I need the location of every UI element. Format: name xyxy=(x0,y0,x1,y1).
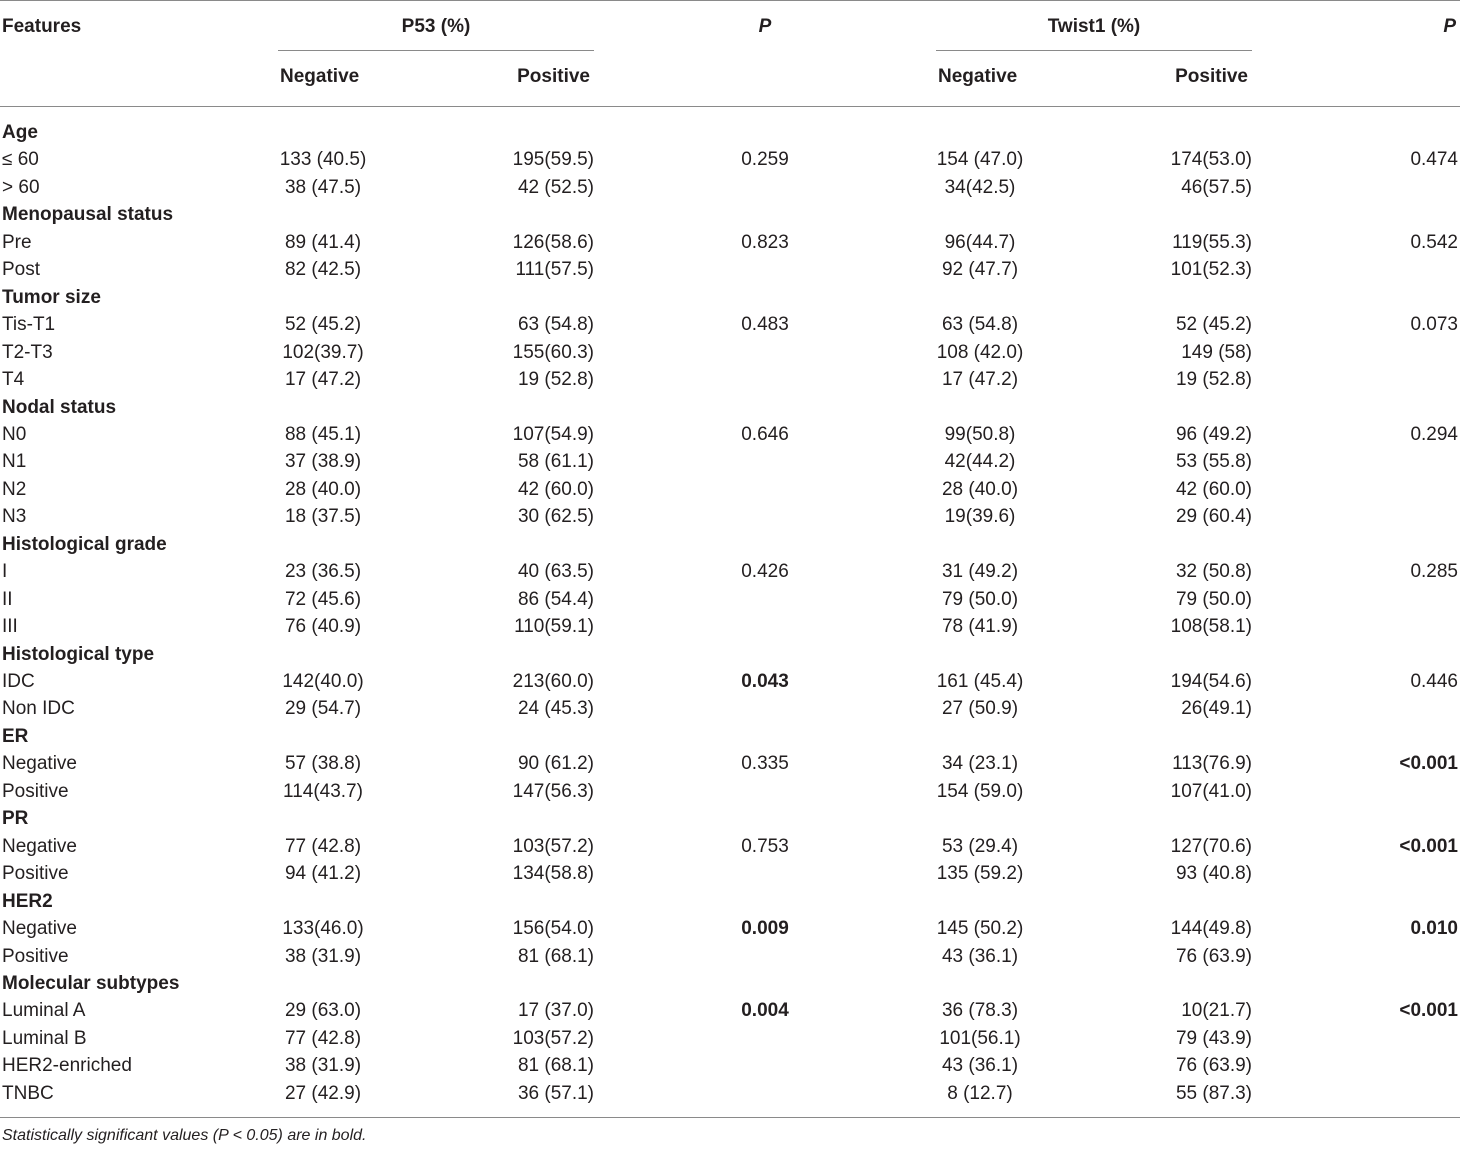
cell-p53-negative: 28 (40.0) xyxy=(284,478,362,500)
cell-p53-positive: 195(59.5) xyxy=(512,149,594,171)
cell-p53-negative: 38 (31.9) xyxy=(284,1055,362,1077)
cell-p-value-2: 0.542 xyxy=(1410,231,1458,253)
cell-p-value-2: <0.001 xyxy=(1399,1000,1458,1022)
cell-twist1-positive: 107(41.0) xyxy=(1170,780,1252,802)
cell-p-value-1: 0.426 xyxy=(741,561,789,583)
cell-twist1-negative: 99(50.8) xyxy=(944,423,1016,445)
row-label: Pre xyxy=(2,231,32,253)
cell-twist1-positive: 19 (52.8) xyxy=(1175,369,1252,390)
cell-p-value-2: 0.285 xyxy=(1410,561,1458,583)
cell-twist1-positive: 96 (49.2) xyxy=(1175,423,1252,445)
row-label: T2-T3 xyxy=(2,341,53,363)
row-label: Post xyxy=(2,259,41,281)
cell-p53-negative: 82 (42.5) xyxy=(284,259,362,281)
cell-p53-negative: 29 (63.0) xyxy=(284,1000,362,1022)
cell-p-value-1: 0.009 xyxy=(741,918,789,939)
row-label: > 60 xyxy=(2,176,40,198)
row-label: N2 xyxy=(2,478,27,500)
cell-twist1-positive: 79 (50.0) xyxy=(1175,588,1252,610)
cell-p-value-1: 0.646 xyxy=(741,423,789,445)
row-label: IDC xyxy=(2,671,35,692)
cell-twist1-negative: 8 (12.7) xyxy=(947,1082,1013,1104)
group-label: Nodal status xyxy=(2,396,117,418)
cell-p53-positive: 110(59.1) xyxy=(514,616,594,638)
cell-p53-negative: 94 (41.2) xyxy=(284,863,362,885)
cell-twist1-negative: 63 (54.8) xyxy=(941,314,1019,336)
header-twist1: Twist1 (%) xyxy=(1047,16,1141,37)
cell-p53-negative: 29 (54.7) xyxy=(284,698,362,720)
cell-p53-negative: 88 (45.1) xyxy=(284,423,362,445)
cell-p-value-1: 0.004 xyxy=(741,1000,789,1022)
header-twist1-negative: Negative xyxy=(938,66,1018,87)
header-twist1-positive: Positive xyxy=(1175,66,1248,87)
header-rule xyxy=(0,106,1460,107)
row-label: N3 xyxy=(2,506,27,528)
cell-twist1-negative: 42(44.2) xyxy=(944,451,1016,473)
row-label: Non IDC xyxy=(2,698,75,720)
cell-p53-positive: 156(54.0) xyxy=(512,918,594,939)
cell-p53-negative: 77 (42.8) xyxy=(284,835,362,857)
cell-twist1-positive: 93 (40.8) xyxy=(1175,863,1252,885)
cell-twist1-positive: 119(55.3) xyxy=(1172,231,1252,253)
row-label: Negative xyxy=(2,753,77,775)
row-label: Negative xyxy=(2,918,77,939)
cell-p-value-1: 0.823 xyxy=(741,231,789,253)
cell-p53-positive: 40 (63.5) xyxy=(517,561,594,583)
cell-p-value-2: 0.010 xyxy=(1410,918,1458,939)
cell-twist1-negative: 53 (29.4) xyxy=(941,835,1019,857)
cell-p53-positive: 81 (68.1) xyxy=(517,1055,594,1077)
cell-twist1-negative: 17 (47.2) xyxy=(941,369,1019,390)
row-label: N0 xyxy=(2,423,27,445)
cell-p-value-2: 0.294 xyxy=(1410,423,1458,445)
cell-twist1-positive: 29 (60.4) xyxy=(1175,506,1252,528)
cell-p53-positive: 63 (54.8) xyxy=(517,314,594,336)
cell-p53-positive: 155(60.3) xyxy=(512,341,594,363)
cell-p53-negative: 133 (40.5) xyxy=(279,149,367,171)
cell-twist1-negative: 101(56.1) xyxy=(939,1027,1021,1049)
cell-twist1-negative: 79 (50.0) xyxy=(941,588,1019,610)
cell-p-value-2: 0.446 xyxy=(1410,671,1458,692)
cell-p-value-1: 0.483 xyxy=(741,314,789,336)
cell-p53-negative: 18 (37.5) xyxy=(284,506,362,528)
group-label: ER xyxy=(2,725,29,747)
group-label: Histological grade xyxy=(2,533,167,555)
row-label: Positive xyxy=(2,863,69,885)
cell-p53-negative: 52 (45.2) xyxy=(284,314,362,336)
cell-p53-positive: 58 (61.1) xyxy=(517,451,594,473)
top-rule xyxy=(0,0,1460,1)
cell-twist1-positive: 10(21.7) xyxy=(1181,1000,1252,1022)
cell-p-value-2: <0.001 xyxy=(1399,835,1458,857)
header-features: Features xyxy=(2,16,82,37)
cell-twist1-negative: 31 (49.2) xyxy=(941,561,1019,583)
cell-p53-negative: 37 (38.9) xyxy=(284,451,362,473)
cell-twist1-negative: 161 (45.4) xyxy=(936,671,1024,692)
cell-p53-positive: 126(58.6) xyxy=(512,231,594,253)
cell-twist1-positive: 32 (50.8) xyxy=(1175,561,1252,583)
cell-p53-negative: 23 (36.5) xyxy=(284,561,362,583)
cell-p53-positive: 103(57.2) xyxy=(512,835,594,857)
row-label: N1 xyxy=(2,451,27,473)
cell-p53-negative: 114(43.7) xyxy=(283,780,363,802)
cell-twist1-negative: 34 (23.1) xyxy=(941,753,1019,775)
cell-p53-negative: 72 (45.6) xyxy=(284,588,362,610)
header-p-value-1: P xyxy=(758,16,772,37)
group-label: Menopausal status xyxy=(2,204,174,226)
cell-p53-positive: 81 (68.1) xyxy=(517,945,594,967)
cell-p53-negative: 77 (42.8) xyxy=(284,1027,362,1049)
cell-twist1-positive: 101(52.3) xyxy=(1170,259,1252,281)
cell-p-value-2: 0.474 xyxy=(1410,149,1458,171)
cell-twist1-positive: 76 (63.9) xyxy=(1175,945,1252,967)
cell-twist1-negative: 92 (47.7) xyxy=(941,259,1019,281)
cell-twist1-positive: 42 (60.0) xyxy=(1175,478,1252,500)
cell-p53-positive: 17 (37.0) xyxy=(517,1000,594,1022)
twist1-underline xyxy=(936,50,1252,51)
row-label: Negative xyxy=(2,835,77,857)
cell-p53-positive: 42 (60.0) xyxy=(517,478,594,500)
cell-p53-negative: 102(39.7) xyxy=(282,341,364,363)
cell-p53-positive: 103(57.2) xyxy=(512,1027,594,1049)
row-label: I xyxy=(2,561,8,583)
cell-twist1-negative: 154 (59.0) xyxy=(936,780,1024,802)
cell-p53-negative: 142(40.0) xyxy=(282,671,364,692)
cell-p53-negative: 17 (47.2) xyxy=(284,369,362,390)
cell-twist1-positive: 53 (55.8) xyxy=(1175,451,1252,473)
header-p53: P53 (%) xyxy=(401,16,471,37)
cell-p-value-2: <0.001 xyxy=(1399,753,1458,775)
cell-twist1-positive: 52 (45.2) xyxy=(1175,314,1252,336)
cell-p53-positive: 111(57.5) xyxy=(515,259,594,281)
cell-p53-negative: 27 (42.9) xyxy=(284,1082,362,1104)
cell-p-value-1: 0.335 xyxy=(741,753,789,775)
header-p-value-2: P xyxy=(1443,16,1456,37)
footnote: Statistically significant values (P < 0.05) are in bold. xyxy=(2,1127,367,1144)
cell-p-value-1: 0.043 xyxy=(741,671,789,692)
cell-twist1-negative: 43 (36.1) xyxy=(941,1055,1019,1077)
cell-twist1-positive: 127(70.6) xyxy=(1170,835,1252,857)
cell-twist1-positive: 76 (63.9) xyxy=(1175,1055,1252,1077)
cell-p53-negative: 38 (31.9) xyxy=(284,945,362,967)
cell-p53-positive: 36 (57.1) xyxy=(517,1082,594,1104)
cell-p53-negative: 133(46.0) xyxy=(282,918,364,939)
row-label: T4 xyxy=(2,369,25,390)
header-p53-positive: Positive xyxy=(517,66,590,87)
cell-p-value-2: 0.073 xyxy=(1410,314,1458,336)
header-p53-negative: Negative xyxy=(280,66,360,87)
row-label: Tis-T1 xyxy=(2,314,56,336)
row-label: ≤ 60 xyxy=(2,149,39,171)
cell-p53-positive: 42 (52.5) xyxy=(517,176,594,198)
cell-twist1-negative: 19(39.6) xyxy=(944,506,1016,528)
cell-p53-positive: 30 (62.5) xyxy=(517,506,594,528)
bottom-rule xyxy=(0,1117,1460,1118)
cell-twist1-negative: 154 (47.0) xyxy=(936,149,1024,171)
cell-p53-positive: 107(54.9) xyxy=(512,423,594,445)
cell-p53-negative: 89 (41.4) xyxy=(284,231,362,253)
cell-twist1-positive: 113(76.9) xyxy=(1172,753,1252,775)
cell-twist1-positive: 46(57.5) xyxy=(1181,176,1252,198)
row-label: Luminal A xyxy=(2,1000,86,1022)
cell-twist1-negative: 135 (59.2) xyxy=(936,863,1024,885)
cell-twist1-positive: 55 (87.3) xyxy=(1175,1082,1252,1104)
group-label: Histological type xyxy=(2,643,155,665)
group-label: HER2 xyxy=(2,890,53,912)
cell-twist1-negative: 145 (50.2) xyxy=(936,918,1024,939)
cell-twist1-negative: 36 (78.3) xyxy=(941,1000,1019,1022)
group-label: Age xyxy=(2,122,38,143)
cell-twist1-negative: 43 (36.1) xyxy=(941,945,1019,967)
cell-p-value-1: 0.753 xyxy=(741,835,789,857)
group-label: Molecular subtypes xyxy=(2,972,180,994)
row-label: II xyxy=(2,588,13,610)
cell-p53-positive: 86 (54.4) xyxy=(517,588,594,610)
cell-p53-positive: 24 (45.3) xyxy=(517,698,594,720)
cell-p53-positive: 19 (52.8) xyxy=(517,369,594,390)
cell-twist1-positive: 174(53.0) xyxy=(1170,149,1252,171)
cell-twist1-positive: 79 (43.9) xyxy=(1175,1027,1252,1049)
group-label: PR xyxy=(2,808,29,830)
cell-p53-positive: 147(56.3) xyxy=(512,780,594,802)
p53-underline xyxy=(278,50,594,51)
cell-twist1-negative: 108 (42.0) xyxy=(936,341,1024,363)
cell-p53-positive: 90 (61.2) xyxy=(517,753,594,775)
row-label: HER2-enriched xyxy=(2,1055,132,1077)
cell-p53-positive: 213(60.0) xyxy=(512,671,594,692)
row-label: TNBC xyxy=(2,1082,54,1104)
cell-twist1-negative: 96(44.7) xyxy=(944,231,1016,253)
row-label: III xyxy=(2,616,18,638)
row-label: Positive xyxy=(2,780,69,802)
cell-twist1-negative: 28 (40.0) xyxy=(941,478,1019,500)
cell-twist1-positive: 144(49.8) xyxy=(1170,918,1252,939)
cell-twist1-positive: 149 (58) xyxy=(1181,341,1252,363)
row-label: Positive xyxy=(2,945,69,967)
cell-p53-negative: 38 (47.5) xyxy=(284,176,362,198)
cell-twist1-positive: 194(54.6) xyxy=(1170,671,1252,692)
cell-twist1-positive: 108(58.1) xyxy=(1170,616,1252,638)
cell-twist1-positive: 26(49.1) xyxy=(1181,698,1252,720)
cell-twist1-negative: 34(42.5) xyxy=(944,176,1016,198)
cell-twist1-negative: 78 (41.9) xyxy=(941,616,1019,638)
row-label: Luminal B xyxy=(2,1027,87,1049)
cell-twist1-negative: 27 (50.9) xyxy=(941,698,1019,720)
cell-p-value-1: 0.259 xyxy=(741,149,789,171)
group-label: Tumor size xyxy=(2,286,101,308)
cell-p53-negative: 76 (40.9) xyxy=(284,616,362,638)
cell-p53-positive: 134(58.8) xyxy=(512,863,594,885)
cell-p53-negative: 57 (38.8) xyxy=(284,753,362,775)
